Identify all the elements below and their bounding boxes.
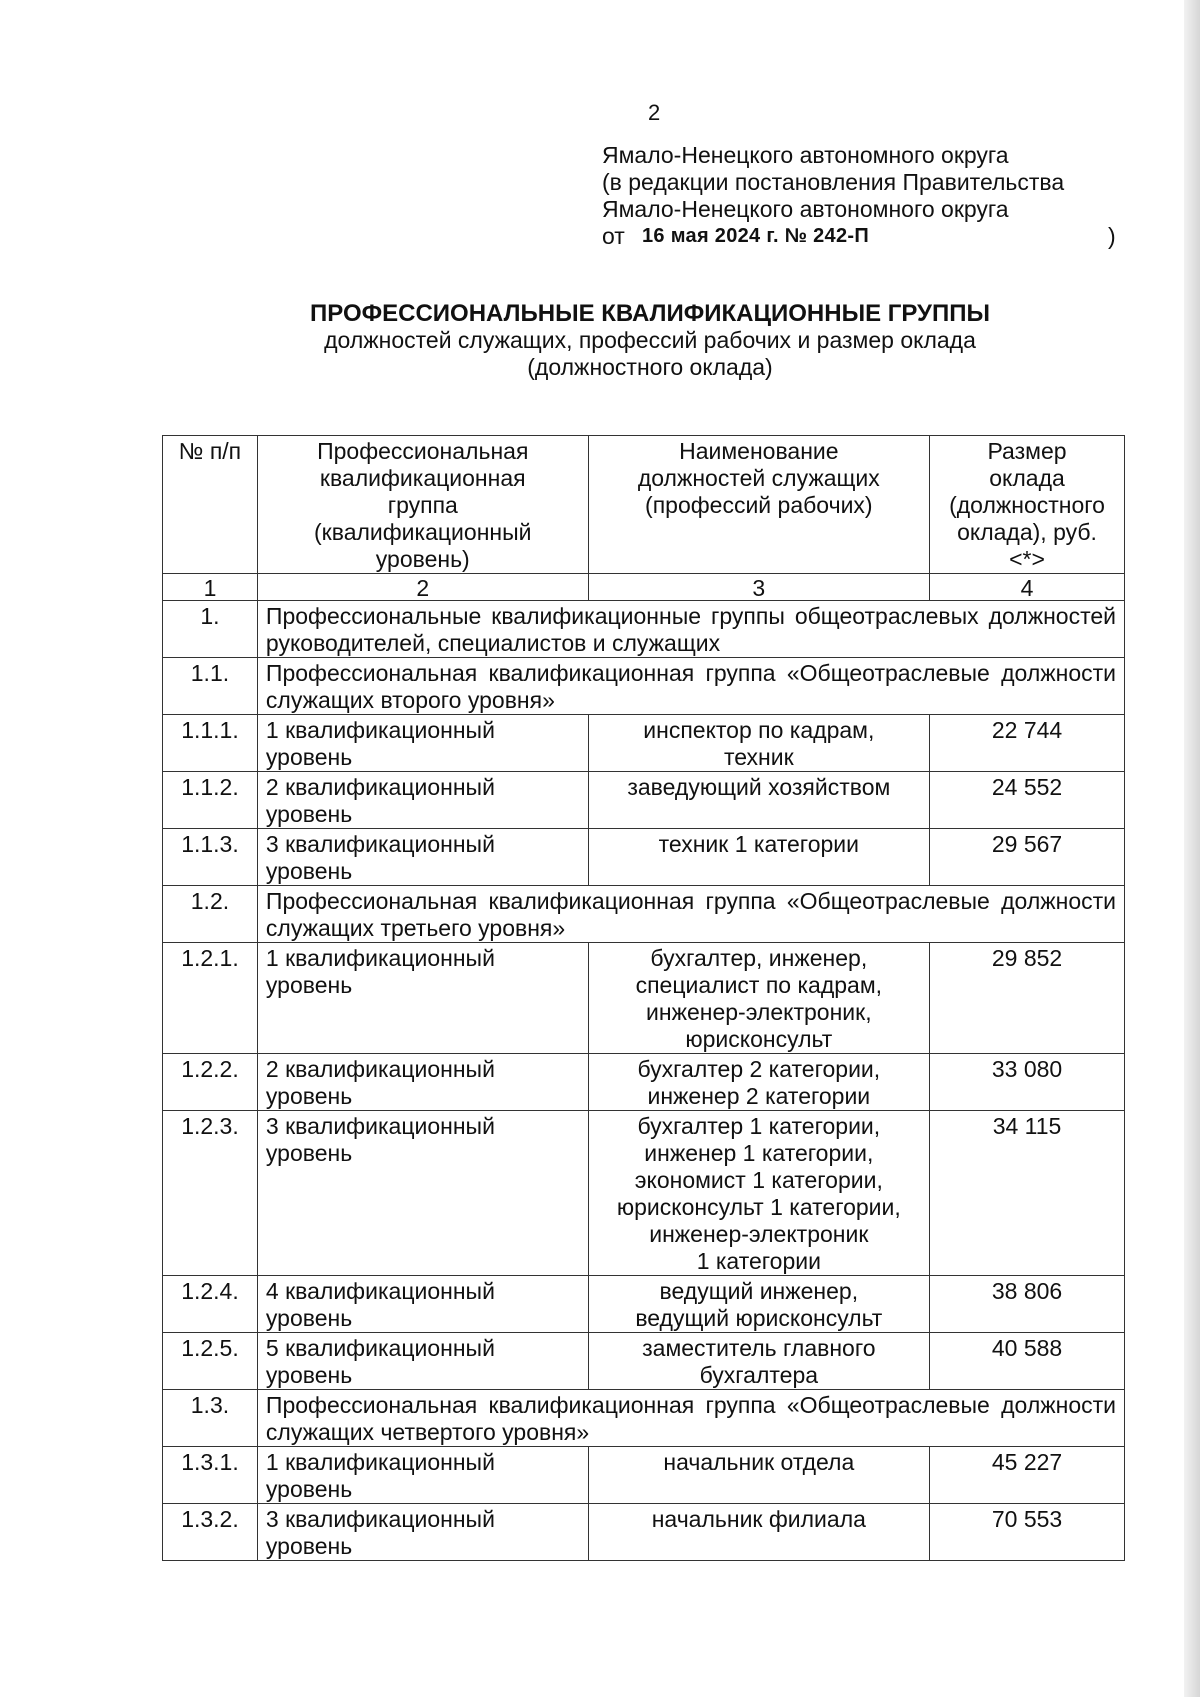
row-number: 1.1.1. [163, 715, 258, 772]
qualification-level: 5 квалификационный уровень [257, 1333, 588, 1390]
position-names: заместитель главного бухгалтера [588, 1333, 929, 1390]
row-number: 1.2.3. [163, 1111, 258, 1276]
row-number: 1.3. [163, 1390, 258, 1447]
row-number: 1.1.2. [163, 772, 258, 829]
header-cell-positions: Наименование должностей служащих (профессий рабочих) [588, 436, 929, 574]
table-row [163, 1504, 1125, 1561]
title-subtitle: (должностного оклада) [527, 354, 773, 380]
position-names: бухгалтер 2 категории, инженер 2 категории [588, 1054, 929, 1111]
table-row [163, 829, 1125, 886]
closing-parenthesis: ) [1108, 223, 1116, 249]
resolution-date-number: 16 мая 2024 г. № 242-П [642, 225, 870, 247]
position-names: начальник отдела [588, 1447, 929, 1504]
qualification-level: 2 квалификационный уровень [257, 772, 588, 829]
column-index: 1 [163, 574, 258, 601]
header-cell-number: № п/п [163, 436, 258, 574]
row-number: 1.2.4. [163, 1276, 258, 1333]
header-cell-group: Профессиональная квалификационная группа (квалификационный уровень) [257, 436, 588, 574]
table-row [163, 943, 1125, 1054]
row-number: 1.2.1. [163, 943, 258, 1054]
table-row [163, 715, 1125, 772]
row-number: 1.1.3. [163, 829, 258, 886]
salary-value: 22 744 [930, 715, 1125, 772]
page-edge-shadow [1184, 0, 1200, 1697]
position-names: начальник филиала [588, 1504, 929, 1561]
salary-value: 29 567 [930, 829, 1125, 886]
qualification-level: 1 квалификационный уровень [257, 715, 588, 772]
date-prefix: от [602, 223, 625, 249]
position-names: заведующий хозяйством [588, 772, 929, 829]
document-title [160, 300, 1140, 381]
row-number: 1.2. [163, 886, 258, 943]
salary-value: 34 115 [930, 1111, 1125, 1276]
row-number: 1. [163, 601, 258, 658]
qualification-level: 1 квалификационный уровень [257, 1447, 588, 1504]
qualification-groups-table [162, 435, 1125, 1561]
qualification-level: 3 квалификационный уровень [257, 829, 588, 886]
column-index: 4 [930, 574, 1125, 601]
document-header [602, 142, 1122, 253]
column-index: 2 [257, 574, 588, 601]
salary-value: 38 806 [930, 1276, 1125, 1333]
group-title: Профессиональные квалификационные группы общеотраслевых должностей руководителей, специалистов и служащих [257, 601, 1124, 658]
title-main: ПРОФЕССИОНАЛЬНЫЕ КВАЛИФИКАЦИОННЫЕ ГРУППЫ [310, 300, 990, 327]
position-names: бухгалтер, инженер, специалист по кадрам, инженер-электроник, юрисконсульт [588, 943, 929, 1054]
header-line: Ямало-Ненецкого автономного округа [602, 196, 1009, 222]
group-row [163, 1390, 1125, 1447]
salary-value: 40 588 [930, 1333, 1125, 1390]
position-names: инспектор по кадрам, техник [588, 715, 929, 772]
header-cell-salary: Размер оклада (должностного оклада), руб. <*> [930, 436, 1125, 574]
table-row [163, 1111, 1125, 1276]
position-names: бухгалтер 1 категории, инженер 1 категории, экономист 1 категории, юрисконсульт 1 категории, инженер-электроник 1 категории [588, 1111, 929, 1276]
position-names: ведущий инженер, ведущий юрисконсульт [588, 1276, 929, 1333]
qualification-level: 3 квалификационный уровень [257, 1504, 588, 1561]
table-header-row [163, 436, 1125, 574]
header-line: (в редакции постановления Правительства [602, 169, 1065, 195]
group-row [163, 886, 1125, 943]
qualification-level: 3 квалификационный уровень [257, 1111, 588, 1276]
salary-value: 33 080 [930, 1054, 1125, 1111]
page-number: 2 [648, 100, 661, 125]
column-index: 3 [588, 574, 929, 601]
table-row [163, 1333, 1125, 1390]
row-number: 1.3.2. [163, 1504, 258, 1561]
qualification-level: 1 квалификационный уровень [257, 943, 588, 1054]
row-number: 1.2.5. [163, 1333, 258, 1390]
row-number: 1.1. [163, 658, 258, 715]
group-row [163, 601, 1125, 658]
salary-value: 45 227 [930, 1447, 1125, 1504]
position-names: техник 1 категории [588, 829, 929, 886]
salary-value: 29 852 [930, 943, 1125, 1054]
column-index-row [163, 574, 1125, 601]
qualification-level: 2 квалификационный уровень [257, 1054, 588, 1111]
salary-value: 70 553 [930, 1504, 1125, 1561]
group-title: Профессиональная квалификационная группа «Общеотраслевые должности служащих четвертого уровня» [257, 1390, 1124, 1447]
table-row [163, 1276, 1125, 1333]
qualification-level: 4 квалификационный уровень [257, 1276, 588, 1333]
table-row [163, 1054, 1125, 1111]
table-row [163, 772, 1125, 829]
group-title: Профессиональная квалификационная группа «Общеотраслевые должности служащих второго уровня» [257, 658, 1124, 715]
row-number: 1.2.2. [163, 1054, 258, 1111]
header-line: Ямало-Ненецкого автономного округа [602, 142, 1009, 168]
title-subtitle: должностей служащих, профессий рабочих и размер оклада [324, 327, 976, 353]
salary-value: 24 552 [930, 772, 1125, 829]
resolution-date-line [602, 223, 1122, 253]
table-row [163, 1447, 1125, 1504]
group-row [163, 658, 1125, 715]
row-number: 1.3.1. [163, 1447, 258, 1504]
group-title: Профессиональная квалификационная группа «Общеотраслевые должности служащих третьего уровня» [257, 886, 1124, 943]
